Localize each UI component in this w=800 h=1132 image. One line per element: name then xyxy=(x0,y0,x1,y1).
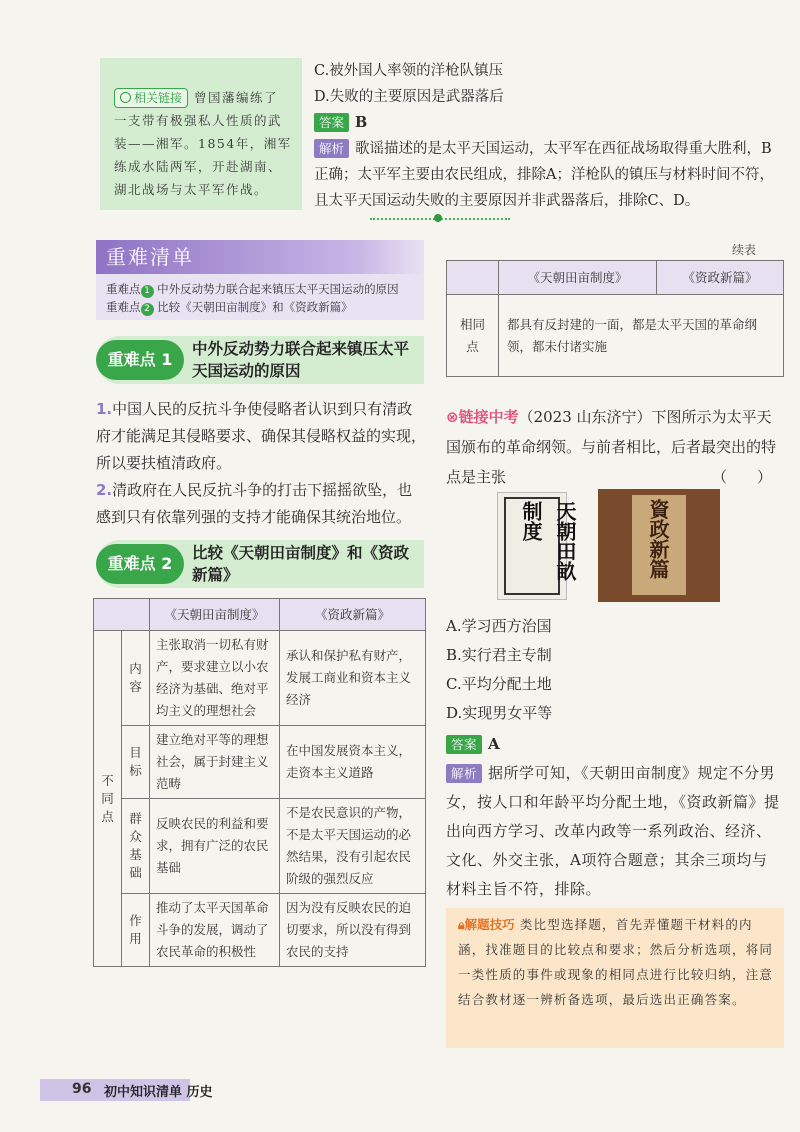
option-c: C.平均分配土地 xyxy=(446,675,552,693)
number-badge: 1 xyxy=(141,285,154,298)
lock-icon: 🔒︎ xyxy=(458,917,465,932)
related-link-tag: 相关链接 xyxy=(114,88,188,108)
analysis-line xyxy=(314,136,784,214)
related-link-text: 曾国藩编练了一支带有极强私人性质的武装——湘军。1854年，湘军练成水陆两军，开赴湖南、湖北战场与太平军作战。 xyxy=(114,90,292,197)
link-icon: ⊗ xyxy=(446,408,459,426)
book-image-title: 資政新篇 xyxy=(646,499,670,579)
answer-value: B xyxy=(355,114,368,131)
top-question xyxy=(314,58,784,214)
row-label: 作用 xyxy=(122,894,150,967)
key-point-2-title: 比较《天朝田亩制度》和《资政新篇》 xyxy=(192,544,410,584)
answer-value: A xyxy=(488,735,501,753)
key-point-1-header xyxy=(96,336,424,384)
row-label: 内容 xyxy=(122,631,150,726)
analysis-text: 歌谣描述的是太平天国运动，太平军在西征战场取得重大胜利，B正确；太平军主要由农民组成，排除A；洋枪队的镇压与材料时间不符，且太平天国运动失败的主要原因并非武器落后，排除C、D。 xyxy=(314,141,774,209)
key-point-2-label: 重难点 2 xyxy=(96,544,184,584)
answer-tag: 答案 xyxy=(314,113,349,132)
answer-bracket: （ ） xyxy=(711,468,772,486)
tip-box xyxy=(446,908,784,1048)
option-c: C.被外国人率领的洋枪队镇压 xyxy=(314,63,504,79)
key-point-1-title: 中外反动势力联合起来镇压太平天国运动的原因 xyxy=(192,340,410,380)
continued-table xyxy=(446,260,784,377)
tip-tag: 🔒︎解题技巧 xyxy=(458,917,515,932)
footer-title: 初中知识清单 历史 xyxy=(104,1085,213,1100)
option-b: B.实行君主专制 xyxy=(446,646,552,664)
key-point-2-header xyxy=(96,540,424,588)
analysis-text: 据所学可知，《天朝田亩制度》规定不分男女，按人口和年龄平均分配土地，《资政新篇》提出向西方学习、改革内政等一系列政治、经济、文化、外交主张，A项符合题意；其余三项均与材料主旨不符，排除。 xyxy=(446,764,780,898)
table-row: 作用 推动了太平天国革命斗争的发展，调动了农民革命的积极性 因为没有反映农民的迫切要求，所以没有得到农民的支持 xyxy=(94,894,426,967)
exam-link-tag: ⊗链接中考 xyxy=(446,408,519,426)
analysis-tag: 解析 xyxy=(446,764,482,783)
key-point-1-para-2: 2.清政府在人民反抗斗争的打击下摇摇欲坠，也感到只有依靠列强的支持才能确保其统治地位。 xyxy=(96,481,413,526)
table-row: 不同点 内容 主张取消一切私有财产，要求建立以小农经济为基础、绝对平均主义的理想社会 承认和保护私有财产，发展工商业和资本主义经济 xyxy=(94,631,426,726)
tip-text: 类比型选择题，首先弄懂题干材料的内涵，找准题目的比较点和要求；然后分析选项，将同一类性质的事件或现象的相同点进行比较归纳，注意结合教材逐一辨析备选项，最后选出正确答案。 xyxy=(458,917,774,1007)
table-row: 相同点 都具有反封建的一面，都是太平天国的革命纲领，都未付诸实施 xyxy=(447,295,784,377)
row-label: 相同点 xyxy=(447,295,499,377)
options-list xyxy=(446,612,552,728)
related-link-box xyxy=(100,58,302,210)
table-row: 群众基础 反映农民的利益和要求，拥有广泛的农民基础 不是农民意识的产物，不是太平天国运动的必然结果，没有引起农民阶级的强烈反应 xyxy=(94,799,426,894)
exam-link xyxy=(446,402,782,492)
comparison-table xyxy=(93,598,426,967)
key-points-list xyxy=(96,240,424,320)
divider-dot xyxy=(434,214,442,222)
book-image-tianchao xyxy=(497,492,577,600)
table-col-1: 《天朝田亩制度》 xyxy=(150,599,280,631)
link-icon xyxy=(120,92,131,103)
table-col-2: 《资政新篇》 xyxy=(280,599,426,631)
option-d: D.实现男女平等 xyxy=(446,704,553,722)
exam-answer xyxy=(446,730,782,904)
answer-line xyxy=(314,110,784,136)
book-image-zizheng xyxy=(598,489,720,602)
option-d: D.失败的主要原因是武器落后 xyxy=(314,89,504,105)
book-image-title: 天朝田畝制度 xyxy=(519,501,577,581)
exam-question: （2023 山东济宁）下图所示为太平天国颁布的革命纲领。与前者相比，后者最突出的特点是主张 xyxy=(446,408,777,486)
continued-label: 续表 xyxy=(732,243,757,257)
row-label: 目标 xyxy=(122,726,150,799)
table-row: 目标 建立绝对平等的理想社会，属于封建主义范畴 在中国发展资本主义，走资本主义道路 xyxy=(94,726,426,799)
key-point-1-para-1: 1.中国人民的反抗斗争使侵略者认识到只有清政府才能满足其侵略要求、确保其侵略权益的实现，所以要扶植清政府。 xyxy=(96,400,427,472)
number-badge: 2 xyxy=(141,303,154,316)
key-point-1-label: 重难点 1 xyxy=(96,340,184,380)
option-a: A.学习西方治国 xyxy=(446,617,552,635)
row-label: 群众基础 xyxy=(122,799,150,894)
list-item: 重难点 2 比较《天朝田亩制度》和《资政新篇》 xyxy=(106,300,353,314)
table-header-row xyxy=(94,599,426,631)
group-label: 不同点 xyxy=(94,631,122,967)
answer-tag: 答案 xyxy=(446,735,482,754)
page-number: 96 xyxy=(72,1081,92,1097)
list-item: 重难点 1 中外反动势力联合起来镇压太平天国运动的原因 xyxy=(106,282,399,296)
table-header-row: 《天朝田亩制度》 《资政新篇》 xyxy=(447,261,784,295)
analysis-tag: 解析 xyxy=(314,139,349,158)
list-title: 重难清单 xyxy=(96,240,424,274)
